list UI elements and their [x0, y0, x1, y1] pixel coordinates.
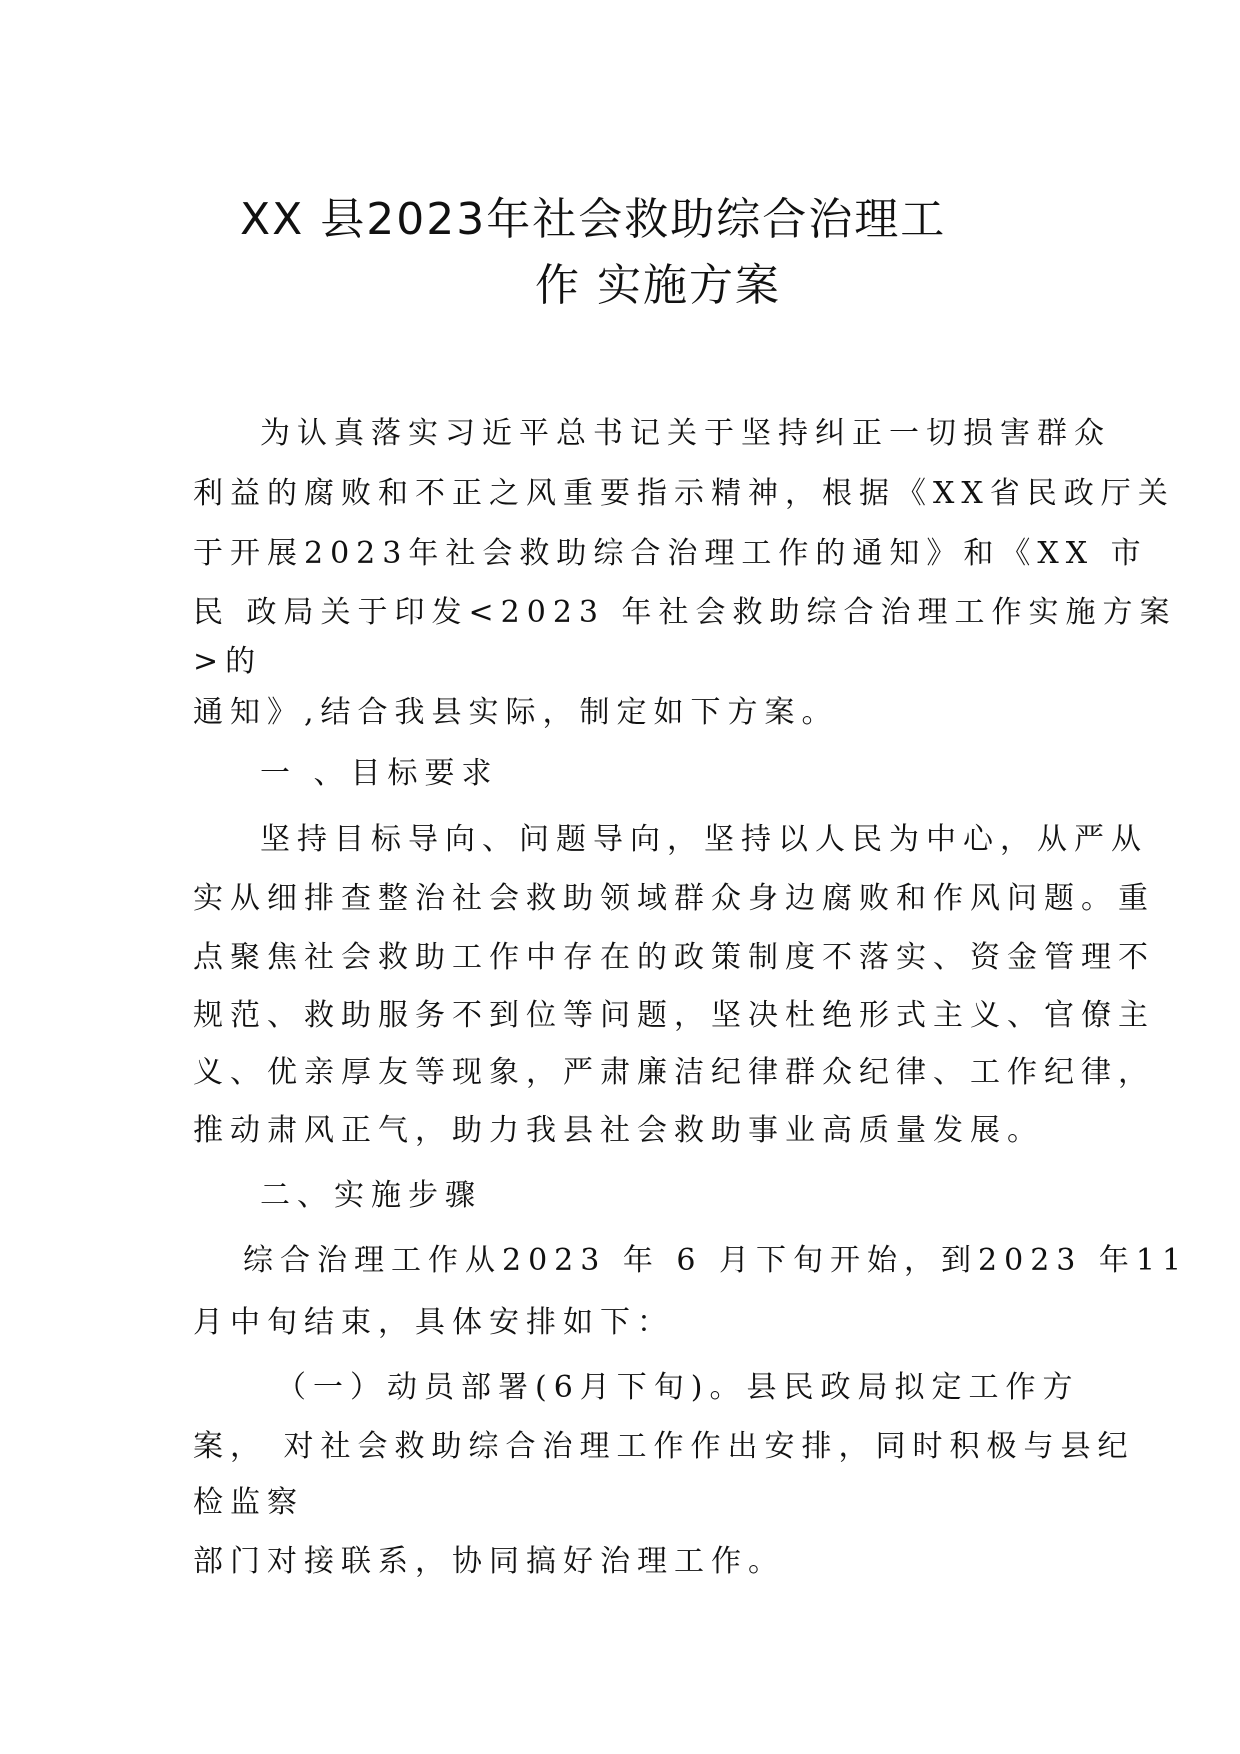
- body-line: 点聚焦社会救助工作中存在的政策制度不落实、资金管理不: [193, 940, 1155, 975]
- body-line: 综合治理工作从2023 年 6 月下旬开始，到2023 年11: [243, 1243, 1189, 1278]
- body-line: 为认真落实习近平总书记关于坚持纠正一切损害群众: [260, 416, 1111, 451]
- body-line: 检监察: [193, 1485, 304, 1520]
- body-line: 坚持目标导向、问题导向，坚持以人民为中心，从严从: [260, 822, 1148, 857]
- body-line: 利益的腐败和不正之风重要指示精神，根据《XX省民政厅关: [193, 476, 1175, 511]
- body-line: 推动肃风正气，助力我县社会救助事业高质量发展。: [193, 1113, 1044, 1148]
- body-line: 月中旬结束，具体安排如下：: [193, 1305, 674, 1340]
- body-line: 规范、救助服务不到位等问题，坚决杜绝形式主义、官僚主: [193, 998, 1155, 1033]
- body-line: 民 政局关于印发<2023 年社会救助综合治理工作实施方案: [193, 595, 1177, 630]
- section-heading: 一 、目标要求: [260, 756, 499, 791]
- body-line: >的: [193, 644, 263, 679]
- body-line: 部门对接联系，协同搞好治理工作。: [193, 1544, 785, 1579]
- body-line: 案， 对社会救助综合治理工作作出安排，同时积极与县纪: [193, 1429, 1135, 1464]
- body-line: 于开展2023年社会救助综合治理工作的通知》和《XX 市: [193, 536, 1148, 571]
- body-line: 通知》,结合我县实际，制定如下方案。: [193, 695, 839, 730]
- body-line: 义、优亲厚友等现象，严肃廉洁纪律群众纪律、工作纪律，: [193, 1055, 1155, 1090]
- body-line: 实从细排查整治社会救助领域群众身边腐败和作风问题。重: [193, 881, 1155, 916]
- document-title-line-2: 作 实施方案: [535, 260, 781, 311]
- subsection-line: （一）动员部署(6月下旬)。县民政局拟定工作方: [276, 1370, 1080, 1405]
- document-title-line-1: XX 县2023年社会救助综合治理工: [240, 194, 947, 245]
- section-heading: 二、实施步骤: [260, 1178, 482, 1213]
